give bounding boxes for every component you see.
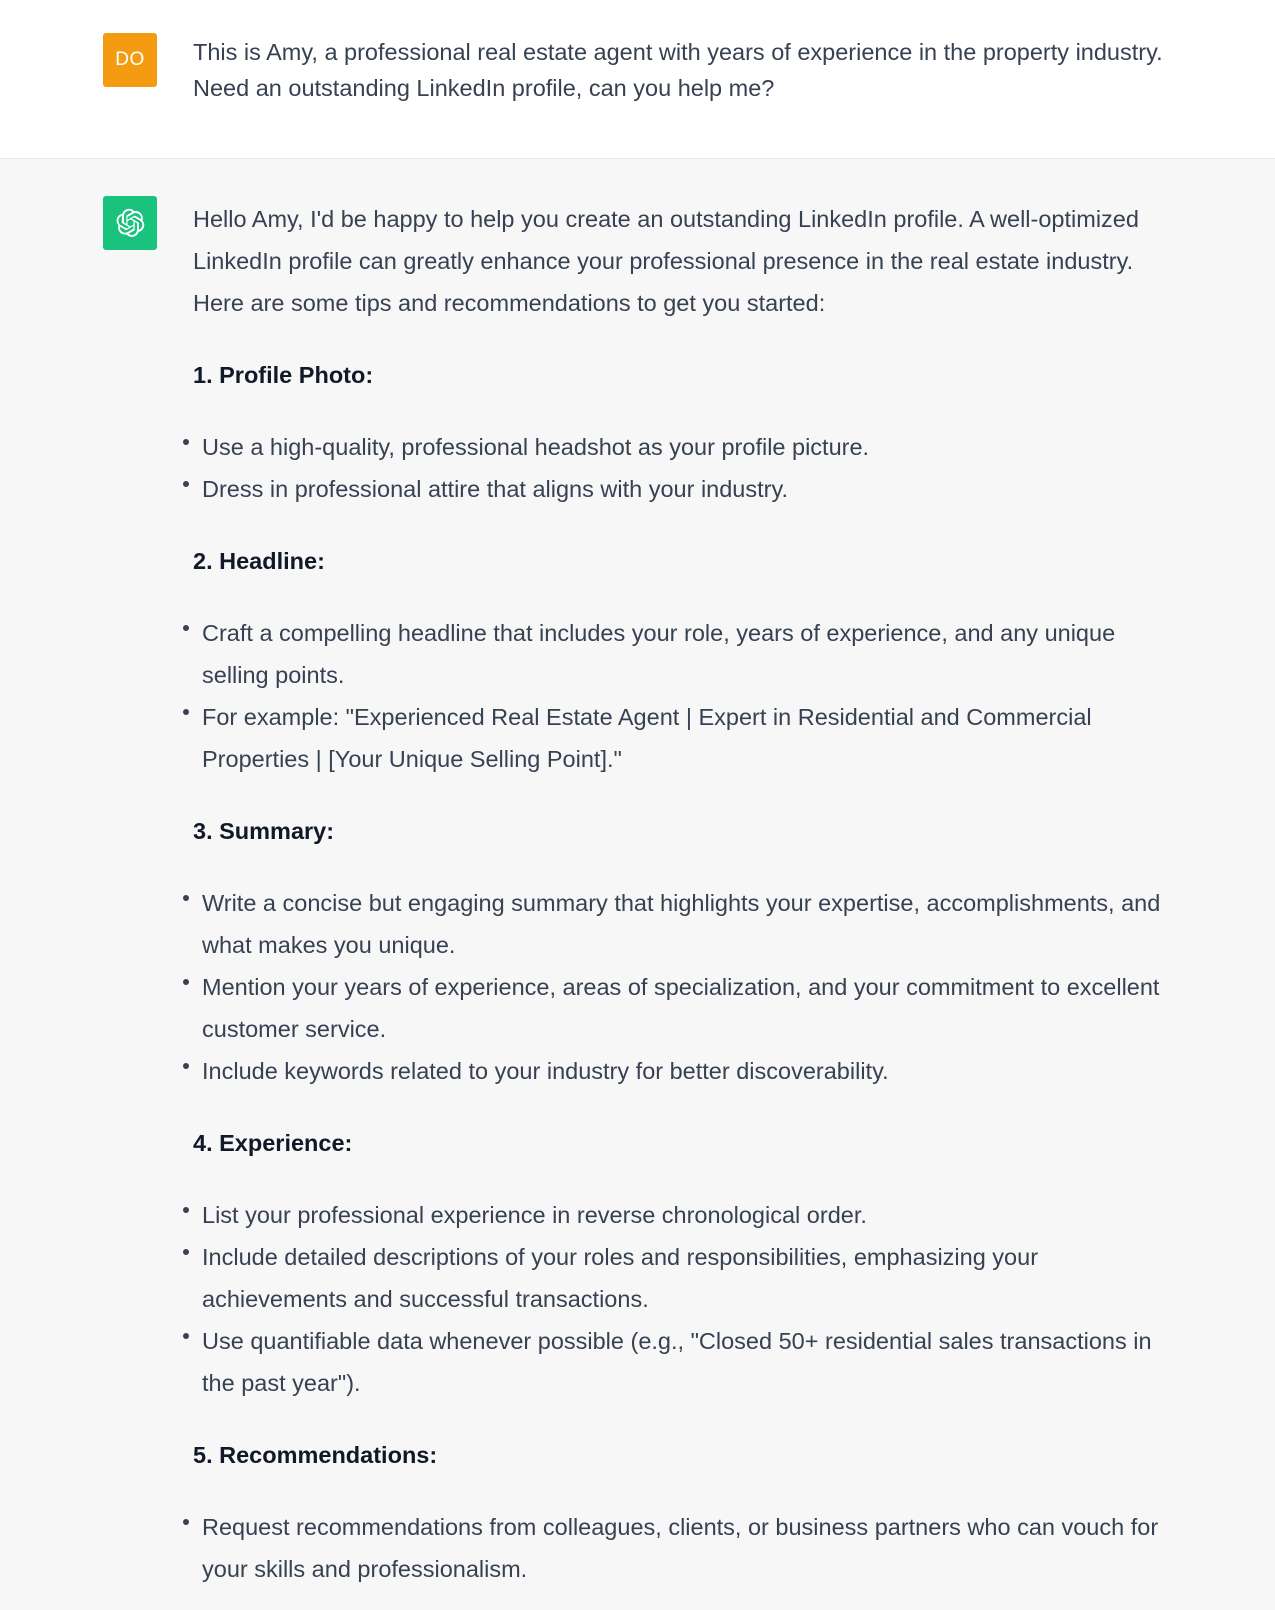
list-item: List your professional experience in reverse chronological order.: [193, 1194, 1173, 1236]
user-avatar-initials: DO: [115, 49, 145, 70]
tips-list-recommendations: [193, 1506, 1173, 1590]
tips-list-headline: [193, 612, 1173, 780]
section-title-recommendations: 5. Recommendations:: [193, 1442, 438, 1468]
list-item: Request recommendations from colleagues, clients, or business partners who can vouch for your skills and professionalism.: [193, 1506, 1173, 1590]
list-item: Craft a compelling headline that includes your role, years of experience, and any unique selling points.: [193, 612, 1173, 696]
tips-list-summary: [193, 882, 1173, 1092]
list-item: Write a concise but engaging summary that highlights your expertise, accomplishments, and what makes you unique.: [193, 882, 1173, 966]
user-message-row: [0, 0, 1275, 159]
list-item: Mention your years of experience, areas of specialization, and your commitment to excellent customer service.: [193, 966, 1173, 1050]
section-title-experience: 4. Experience:: [193, 1130, 353, 1156]
list-item: For example: "Experienced Real Estate Agent | Expert in Residential and Commercial Properties | [Your Unique Selling Point].": [193, 696, 1173, 780]
list-item: Include detailed descriptions of your roles and responsibilities, emphasizing your achievements and successful transactions.: [193, 1236, 1173, 1320]
list-item: Use a high-quality, professional headshot as your profile picture.: [193, 426, 1173, 468]
list-item: Use quantifiable data whenever possible (e.g., "Closed 50+ residential sales transactions in the past year").: [193, 1320, 1173, 1404]
assistant-message-row: [0, 159, 1275, 1610]
section-title-profile-photo: 1. Profile Photo:: [193, 362, 374, 388]
user-avatar: [103, 33, 157, 87]
section-title-headline: 2. Headline:: [193, 548, 325, 574]
assistant-intro-text: Hello Amy, I'd be happy to help you create an outstanding LinkedIn profile. A well-optimized LinkedIn profile can greatly enhance your professional presence in the real estate industry. Here are some tips and recommendations to get you started:: [193, 206, 1139, 316]
assistant-avatar: [103, 196, 157, 250]
list-item: Include keywords related to your industry for better discoverability.: [193, 1050, 1173, 1092]
tips-list-experience: [193, 1194, 1173, 1404]
user-message-text: This is Amy, a professional real estate agent with years of experience in the property industry. Need an outstanding LinkedIn profile, can you help me?: [193, 39, 1163, 101]
list-item: Dress in professional attire that aligns with your industry.: [193, 468, 1173, 510]
assistant-message-content: [193, 198, 1173, 1610]
section-title-summary: 3. Summary:: [193, 818, 335, 844]
tips-list-profile-photo: [193, 426, 1173, 510]
openai-logo-icon: [115, 208, 145, 238]
